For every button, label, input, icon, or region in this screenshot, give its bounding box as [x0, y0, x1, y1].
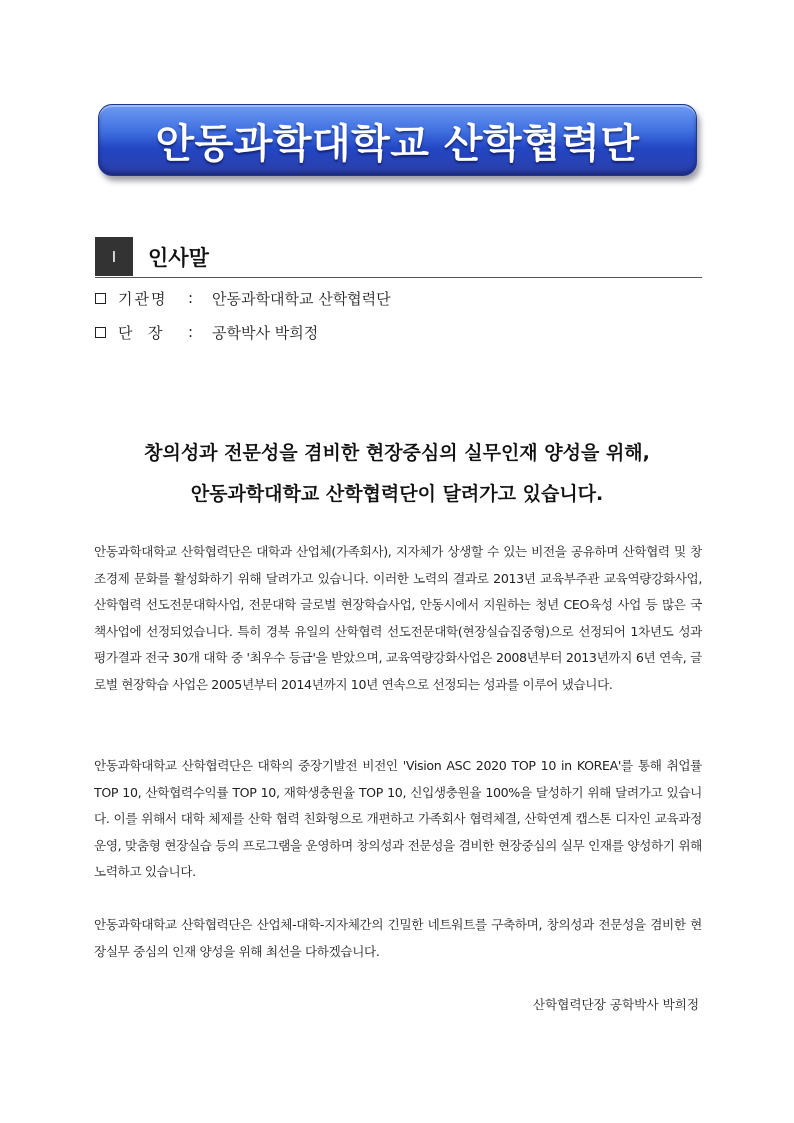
info-value: 공학박사 박희정 [212, 323, 319, 342]
headline-line-2: 안동과학대학교 산학협력단이 달려가고 있습니다. [190, 483, 604, 505]
checkbox-icon [95, 293, 106, 304]
section-header [95, 237, 702, 278]
title-banner [98, 104, 697, 176]
info-label: 기관명 [118, 289, 168, 308]
paragraph-1: 안동과학대학교 산학협력단은 대학과 산업체(가족회사), 지자체가 상생할 수 있는 비전을 공유하며 산학협력 및 창조경제 문화를 활성화하기 위해 달려가고 있습니다. 이러한 노력의 결과로 2013년 교육부주관 교육역량강화사업, 산학협력 선도전문대학사업, 전문대학 글로벌 현장학습사업, 안동시에서 지원하는 청년 CEO육성 사업 등 많은 국책사업에 선정되었습니다. 특히 경북 유일의 산학협력 선도전문대학(현장실습집중형)으로 선정되어 1차년도 성과평가결과 전국 30개 대학 중 '최우수 등급'을 받았으며, 교육역량강화사업은 2008년부터 2013년까지 6년 연속, 글로벌 현장학습 사업은 2005년부터 2014년까지 10년 연속으로 선정되는 성과를 이루어 냈습니다. [94, 544, 702, 692]
headline-line-1: 창의성과 전문성을 겸비한 현장중심의 실무인재 양성을 위해, [144, 442, 650, 464]
info-separator: : [188, 289, 194, 307]
info-label: 단 장 [118, 323, 165, 342]
section-number: Ⅰ [95, 237, 133, 276]
banner-title: 안동과학대학교 산학협력단 [155, 120, 640, 167]
info-value: 안동과학대학교 산학협력단 [212, 289, 391, 308]
signature: 산학협력단장 공학박사 박희정 [532, 997, 699, 1012]
info-row-organization [95, 286, 391, 310]
info-row-director [95, 320, 318, 344]
info-separator: : [188, 323, 194, 341]
paragraph-3: 안동과학대학교 산학협력단은 산업체-대학-지자체간의 긴밀한 네트워트를 구축하며, 창의성과 전문성을 겸비한 현장실무 중심의 인재 양성을 위해 최선을 다하겠습니다. [94, 917, 702, 959]
checkbox-icon [95, 327, 106, 338]
paragraph-2: 안동과학대학교 산학협력단은 대학의 중장기발전 비전인 'Vision ASC 2020 TOP 10 in KOREA'를 통해 취업률 TOP 10, 산학협력수익률 TOP 10, 재학생충원율 TOP 10, 신입생충원율 100%을 달성하기 위해 달려가고 있습니다. 이를 위해서 대학 체제를 산학 협력 친화형으로 개편하고 가족회사 협력체결, 산학연계 캡스톤 디자인 교육과정 운영, 맞춤형 현장실습 등의 프로그램을 운영하며 창의성과 전문성을 겸비한 현장중심의 실무 인재를 양성하기 위해 노력하고 있습니다. [94, 758, 702, 880]
section-title: 인사말 [148, 246, 209, 270]
